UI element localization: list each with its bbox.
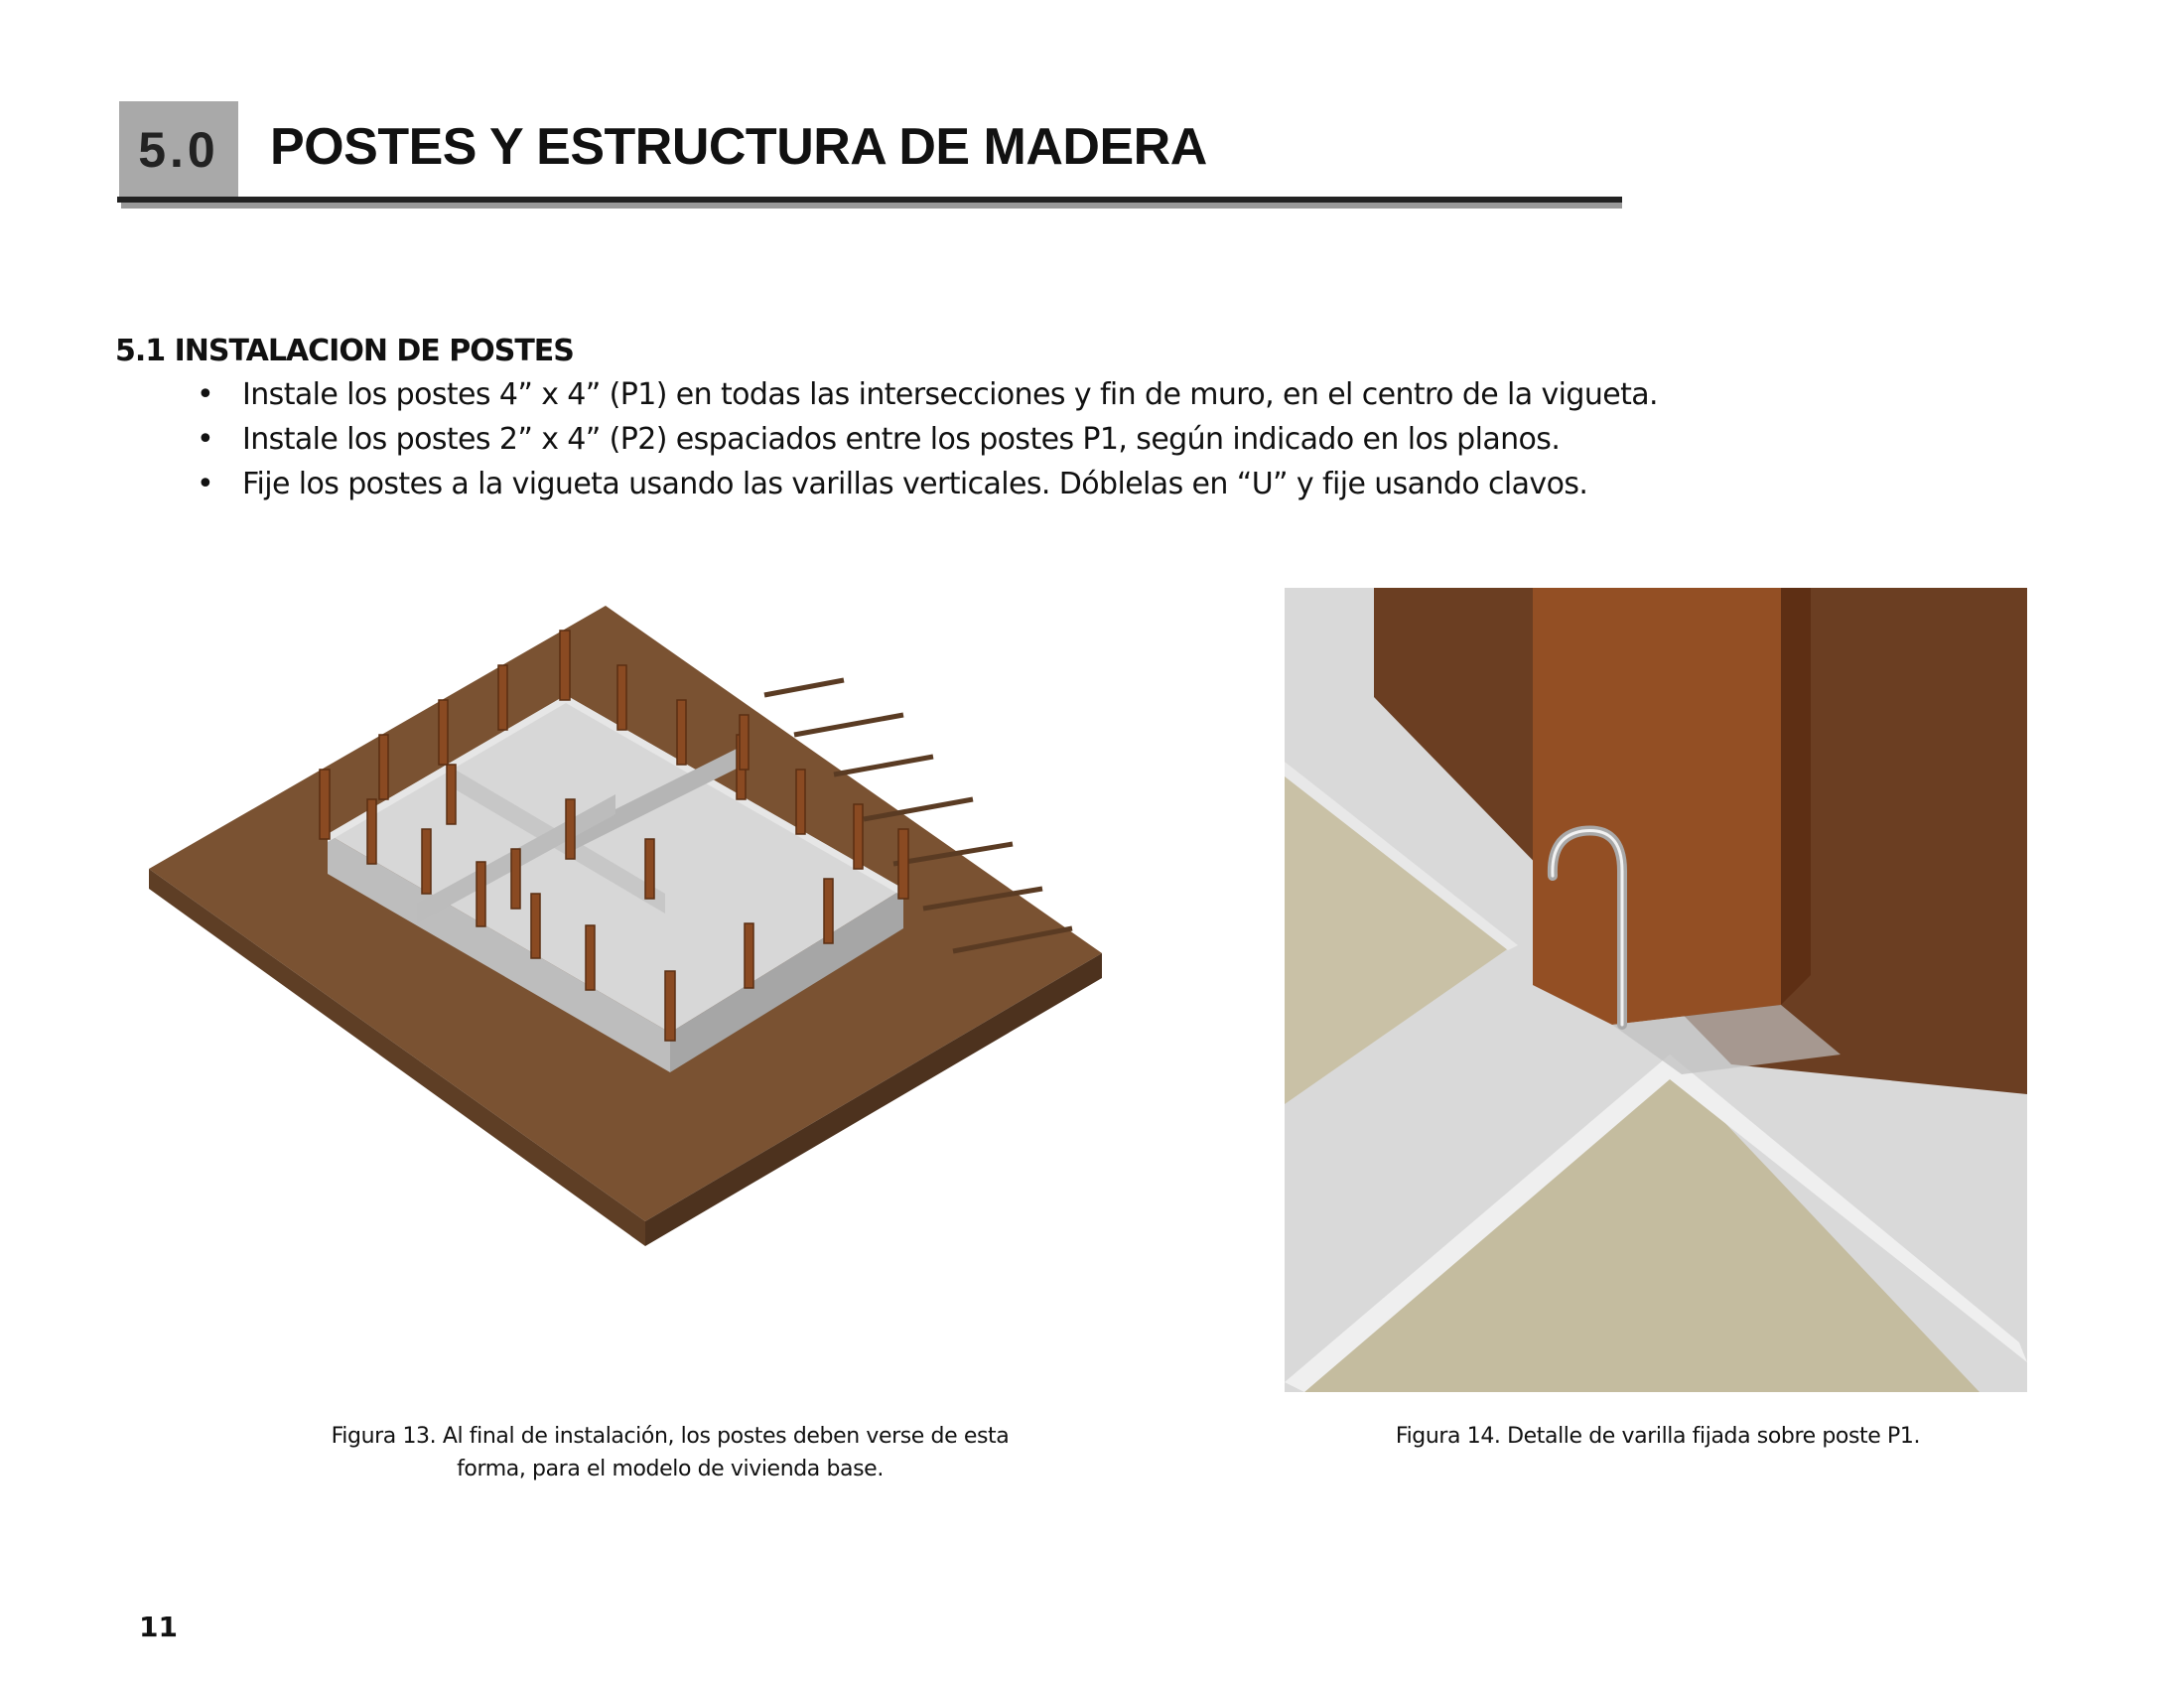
list-item (189, 372, 1658, 417)
post-p1-side (1781, 588, 1811, 1005)
post (477, 862, 485, 926)
list-item-text: Instale los postes 4” x 4” (P1) en todas las intersecciones y fin de muro, en el centro de la vigueta. (242, 377, 1658, 412)
post (367, 799, 376, 864)
header-rule-shadow (121, 203, 1622, 209)
section-number-box (119, 101, 238, 199)
list-item-text: Fije los postes a la vigueta usando las varillas verticales. Dóblelas en “U” y fije usando clavos. (242, 467, 1588, 501)
post (511, 849, 520, 909)
post (617, 665, 626, 730)
post (498, 665, 507, 730)
post (586, 925, 595, 990)
bullet-icon: • (197, 422, 214, 457)
section-number: 5.0 (138, 122, 219, 178)
caption-line: forma, para el modelo de vivienda base. (457, 1457, 884, 1481)
post (677, 700, 686, 765)
post (740, 715, 749, 770)
list-item (189, 462, 1658, 506)
post (796, 770, 805, 834)
post (566, 799, 575, 859)
section-title: POSTES Y ESTRUCTURA DE MADERA (270, 118, 1207, 176)
post (422, 829, 431, 894)
figure-14-rebar-detail (1285, 588, 2027, 1392)
post (560, 631, 570, 700)
post (379, 735, 388, 799)
post (447, 765, 456, 824)
post (320, 770, 330, 839)
list-item (189, 417, 1658, 462)
post (898, 829, 908, 899)
post (745, 923, 753, 988)
page-number: 11 (139, 1611, 178, 1643)
post (439, 700, 448, 765)
bullet-icon: • (197, 467, 214, 501)
instruction-list (189, 372, 1658, 506)
post (854, 804, 863, 869)
caption-line: Figura 13. Al final de instalación, los postes deben verse de esta (331, 1424, 1010, 1449)
post (531, 894, 540, 958)
post (645, 839, 654, 899)
figure-13-foundation-posts (149, 586, 1191, 1400)
bullet-icon: • (197, 377, 214, 412)
post-p1-front (1533, 588, 1781, 1025)
post (824, 879, 833, 943)
figure-13-caption (298, 1420, 1042, 1485)
figure-14-caption: Figura 14. Detalle de varilla fijada sobre poste P1. (1395, 1424, 1921, 1449)
list-item-text: Instale los postes 2” x 4” (P2) espaciados entre los postes P1, según indicado en los planos. (242, 422, 1561, 457)
post (665, 971, 675, 1041)
subsection-title: 5.1 INSTALACION DE POSTES (115, 334, 574, 368)
